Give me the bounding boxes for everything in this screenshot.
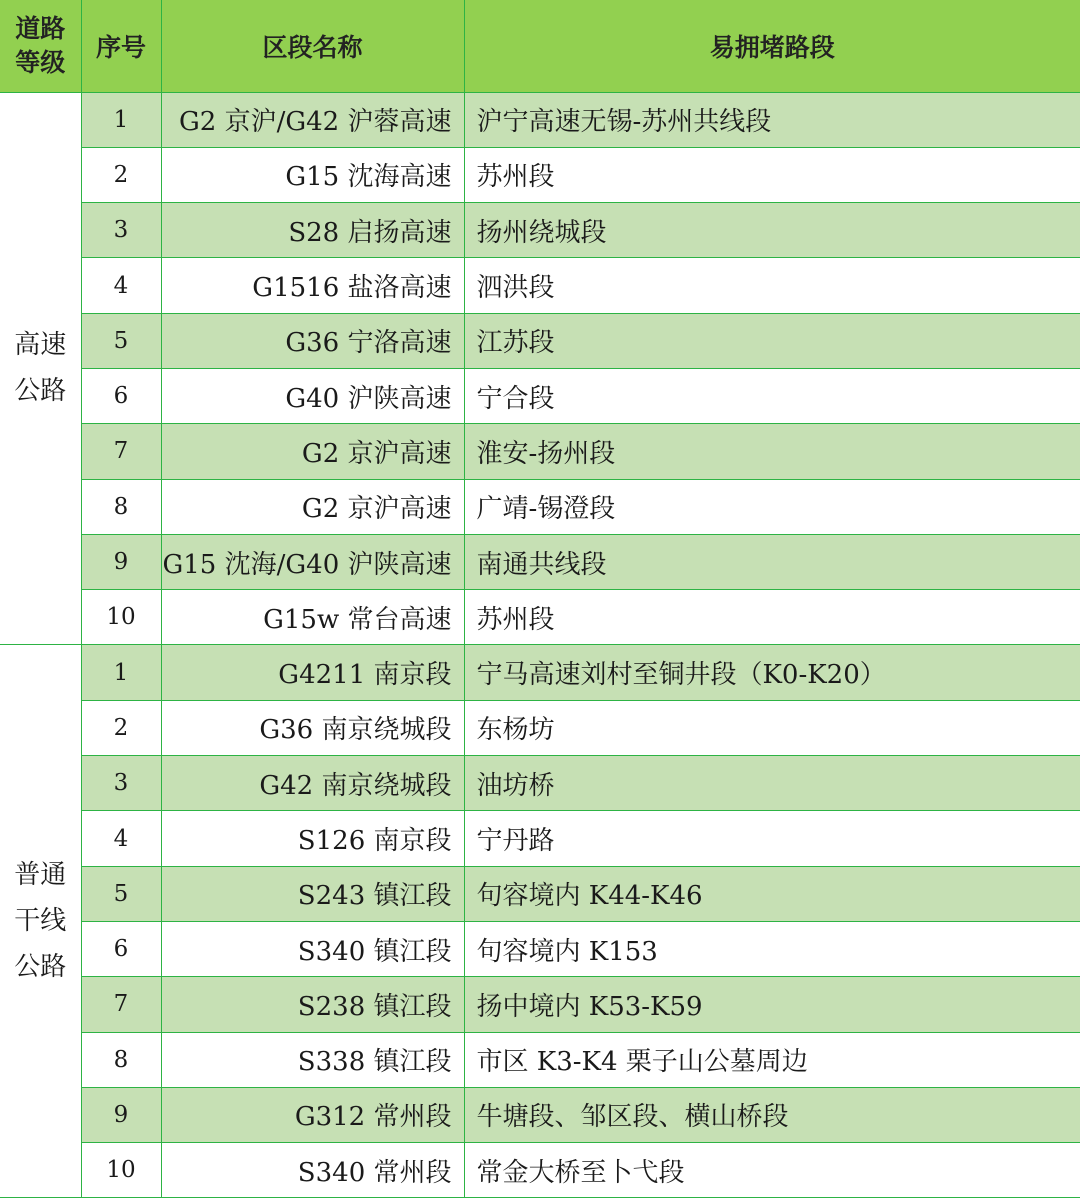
seq-cell: 8 bbox=[81, 1032, 161, 1087]
table-row bbox=[0, 258, 1080, 313]
seq-cell: 3 bbox=[81, 203, 161, 258]
seq-cell: 9 bbox=[81, 1087, 161, 1142]
seq-cell: 2 bbox=[81, 147, 161, 202]
congested-section-cell: 苏州段 bbox=[464, 147, 1080, 202]
seq-cell: 6 bbox=[81, 368, 161, 423]
table-row bbox=[0, 92, 1080, 147]
table-row bbox=[0, 977, 1080, 1032]
table-row bbox=[0, 1032, 1080, 1087]
congested-section-cell: 苏州段 bbox=[464, 590, 1080, 645]
header-seq: 序号 bbox=[81, 0, 161, 92]
section-name-cell: G2 京沪高速 bbox=[161, 424, 464, 479]
section-name-cell: S238 镇江段 bbox=[161, 977, 464, 1032]
header-road-grade bbox=[0, 0, 81, 92]
seq-cell: 4 bbox=[81, 811, 161, 866]
section-name-cell: S126 南京段 bbox=[161, 811, 464, 866]
section-name-cell: G15 沈海高速 bbox=[161, 147, 464, 202]
congested-section-cell: 宁合段 bbox=[464, 368, 1080, 423]
table-row bbox=[0, 534, 1080, 589]
congested-section-cell: 油坊桥 bbox=[464, 756, 1080, 811]
seq-cell: 7 bbox=[81, 977, 161, 1032]
congested-section-cell: 宁马高速刘村至铜井段（K0-K20） bbox=[464, 645, 1080, 700]
table-row bbox=[0, 921, 1080, 976]
congested-section-cell: 常金大桥至卜弋段 bbox=[464, 1143, 1080, 1198]
section-name-cell: G36 南京绕城段 bbox=[161, 700, 464, 755]
header-row bbox=[0, 0, 1080, 92]
congested-section-cell: 泗洪段 bbox=[464, 258, 1080, 313]
seq-cell: 1 bbox=[81, 92, 161, 147]
section-name-cell: G36 宁洛高速 bbox=[161, 313, 464, 368]
table-row bbox=[0, 700, 1080, 755]
section-name-cell: S338 镇江段 bbox=[161, 1032, 464, 1087]
seq-cell: 10 bbox=[81, 590, 161, 645]
road-grade-label-line: 公路 bbox=[14, 376, 67, 407]
table-row bbox=[0, 645, 1080, 700]
section-name-cell: G4211 南京段 bbox=[161, 645, 464, 700]
section-name-cell: S28 启扬高速 bbox=[161, 203, 464, 258]
table-row bbox=[0, 756, 1080, 811]
table-row bbox=[0, 368, 1080, 423]
congested-section-cell: 牛塘段、邹区段、横山桥段 bbox=[464, 1087, 1080, 1142]
section-name-cell: S243 镇江段 bbox=[161, 866, 464, 921]
road-grade-label-line: 普通 bbox=[14, 860, 67, 891]
header-section-name: 区段名称 bbox=[161, 0, 464, 92]
table-row bbox=[0, 590, 1080, 645]
congested-section-cell: 南通共线段 bbox=[464, 534, 1080, 589]
table-row bbox=[0, 811, 1080, 866]
seq-cell: 9 bbox=[81, 534, 161, 589]
section-name-cell: G2 京沪高速 bbox=[161, 479, 464, 534]
road-grade-label-line: 高速 bbox=[14, 330, 67, 361]
section-name-cell: S340 镇江段 bbox=[161, 921, 464, 976]
seq-cell: 5 bbox=[81, 866, 161, 921]
seq-cell: 3 bbox=[81, 756, 161, 811]
table-row bbox=[0, 479, 1080, 534]
section-name-cell: G15 沈海/G40 沪陕高速 bbox=[161, 534, 464, 589]
section-name-cell: G40 沪陕高速 bbox=[161, 368, 464, 423]
seq-cell: 6 bbox=[81, 921, 161, 976]
seq-cell: 5 bbox=[81, 313, 161, 368]
seq-cell: 10 bbox=[81, 1143, 161, 1198]
section-name-cell: S340 常州段 bbox=[161, 1143, 464, 1198]
seq-cell: 8 bbox=[81, 479, 161, 534]
table-row bbox=[0, 147, 1080, 202]
section-name-cell: G15w 常台高速 bbox=[161, 590, 464, 645]
road-grade-cell bbox=[0, 645, 81, 1198]
road-grade-cell bbox=[0, 92, 81, 645]
congested-section-cell: 句容境内 K44-K46 bbox=[464, 866, 1080, 921]
section-name-cell: G42 南京绕城段 bbox=[161, 756, 464, 811]
table-row bbox=[0, 313, 1080, 368]
congested-section-cell: 广靖-锡澄段 bbox=[464, 479, 1080, 534]
congested-section-cell: 扬中境内 K53-K59 bbox=[464, 977, 1080, 1032]
road-grade-label-line: 公路 bbox=[14, 952, 67, 983]
section-name-cell: G2 京沪/G42 沪蓉高速 bbox=[161, 92, 464, 147]
section-name-cell: G1516 盐洛高速 bbox=[161, 258, 464, 313]
section-name-cell: G312 常州段 bbox=[161, 1087, 464, 1142]
road-grade-label-line: 干线 bbox=[14, 906, 67, 937]
congested-section-cell: 市区 K3-K4 栗子山公墓周边 bbox=[464, 1032, 1080, 1087]
header-road-grade-line2: 等级 bbox=[15, 47, 66, 77]
seq-cell: 7 bbox=[81, 424, 161, 479]
congested-section-cell: 淮安-扬州段 bbox=[464, 424, 1080, 479]
table-row bbox=[0, 203, 1080, 258]
congested-section-cell: 宁丹路 bbox=[464, 811, 1080, 866]
table-row bbox=[0, 866, 1080, 921]
congested-section-cell: 东杨坊 bbox=[464, 700, 1080, 755]
header-road-grade-line1: 道路 bbox=[15, 13, 66, 43]
congested-section-cell: 扬州绕城段 bbox=[464, 203, 1080, 258]
table-row bbox=[0, 1143, 1080, 1198]
congested-section-cell: 句容境内 K153 bbox=[464, 921, 1080, 976]
congested-section-cell: 江苏段 bbox=[464, 313, 1080, 368]
seq-cell: 2 bbox=[81, 700, 161, 755]
seq-cell: 4 bbox=[81, 258, 161, 313]
congested-section-cell: 沪宁高速无锡-苏州共线段 bbox=[464, 92, 1080, 147]
seq-cell: 1 bbox=[81, 645, 161, 700]
header-congested-section: 易拥堵路段 bbox=[464, 0, 1080, 92]
table-row bbox=[0, 424, 1080, 479]
table-row bbox=[0, 1087, 1080, 1142]
